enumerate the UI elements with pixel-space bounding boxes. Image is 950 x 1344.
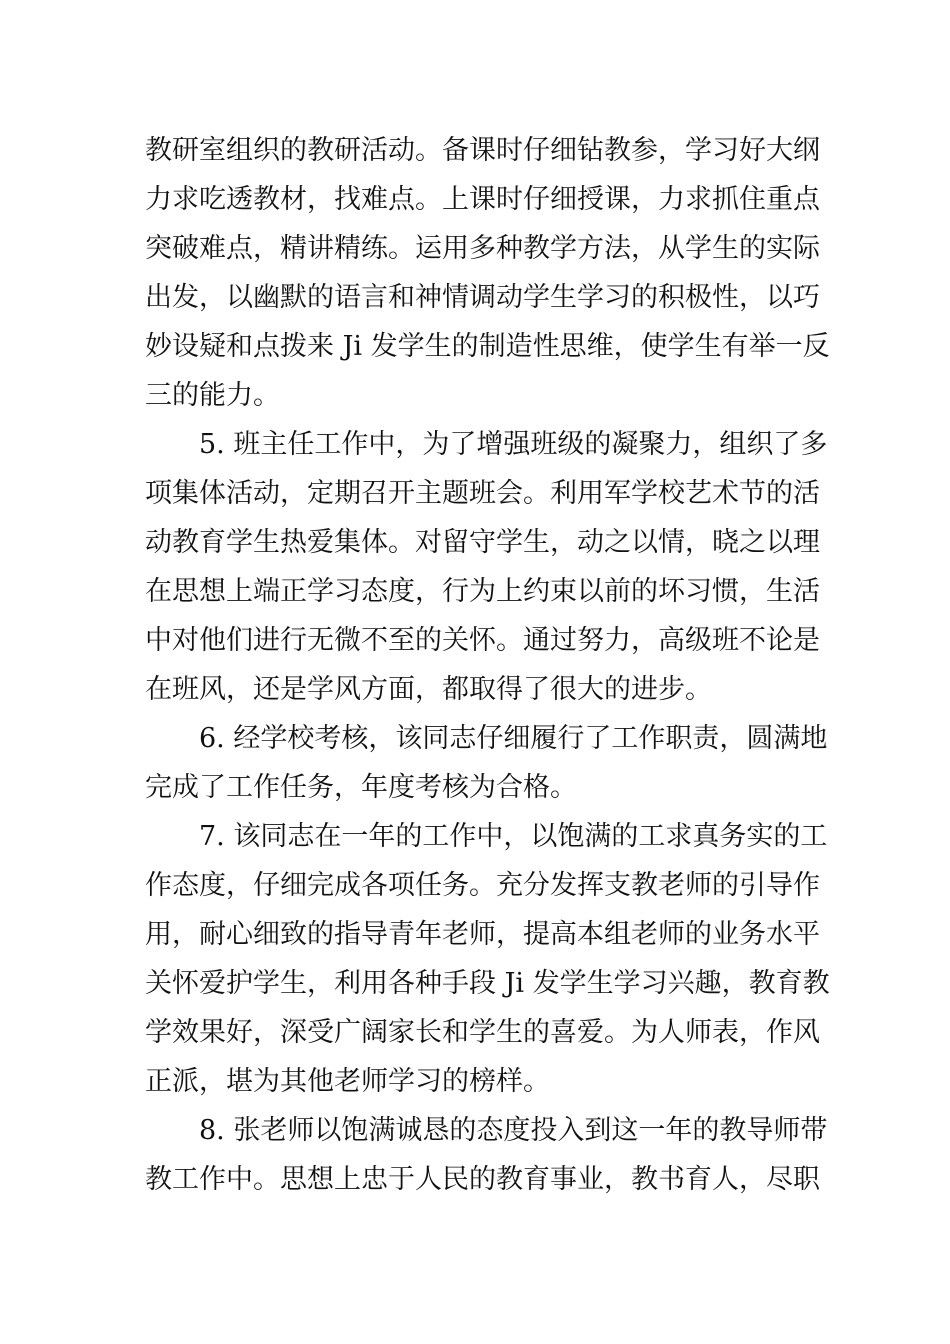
text-line: 力求吃透教材，找难点。上课时仔细授课，力求抓住重点 [145, 184, 820, 215]
document-body [145, 126, 830, 1204]
text-line: 在班风，还是学风方面，都取得了很大的进步。 [145, 674, 712, 705]
text-line: 完成了工作任务，年度考核为合格。 [145, 772, 577, 803]
text-line: 用，耐心细致的指导青年老师，提高本组老师的业务水平 [145, 919, 820, 950]
text-line: 出发，以幽默的语言和神情调动学生学习的积极性，以巧 [145, 282, 820, 313]
text-line: 在思想上端正学习态度，行为上约束以前的坏习惯，生活 [145, 576, 820, 607]
text-line: 正派，堪为其他老师学习的榜样。 [145, 1066, 550, 1097]
paragraph-6-first-line: 6. 经学校考核，该同志仔细履行了工作职责，圆满地 [199, 723, 828, 754]
text-line: 突破难点，精讲精练。运用多种教学方法，从学生的实际 [145, 233, 820, 264]
text-line: 学效果好，深受广阔家长和学生的喜爱。为人师表，作风 [145, 1017, 820, 1048]
text-line: 三的能力。 [145, 380, 280, 411]
paragraph-5-first-line: 5. 班主任工作中，为了增强班级的凝聚力，组织了多 [199, 429, 828, 460]
text-line: 教研室组织的教研活动。备课时仔细钻教参，学习好大纲 [145, 135, 820, 166]
text-line: 妙设疑和点拨来 Ji 发学生的制造性思维，使学生有举一反 [145, 331, 830, 362]
text-line: 作态度，仔细完成各项任务。充分发挥支教老师的引导作 [145, 870, 820, 901]
text-line: 教工作中。思想上忠于人民的教育事业，教书育人，尽职 [145, 1164, 820, 1195]
paragraph-7-first-line: 7. 该同志在一年的工作中，以饱满的工求真务实的工 [199, 821, 828, 852]
text-line: 关怀爱护学生，利用各种手段 Ji 发学生学习兴趣，教育教 [145, 968, 830, 999]
text-line: 中对他们进行无微不至的关怀。通过努力，高级班不论是 [145, 625, 820, 656]
text-line: 动教育学生热爱集体。对留守学生，动之以情，晓之以理 [145, 527, 820, 558]
text-line: 项集体活动，定期召开主题班会。利用军学校艺术节的活 [145, 478, 820, 509]
paragraph-8-first-line: 8. 张老师以饱满诚恳的态度投入到这一年的教导师带 [199, 1115, 828, 1146]
